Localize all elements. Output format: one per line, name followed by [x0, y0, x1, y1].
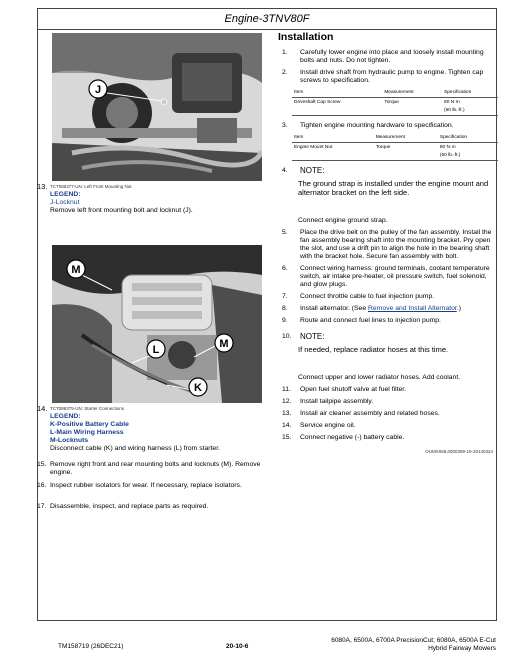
install-step-13: 13. Install air cleaner assembly and related hoses.	[282, 410, 440, 417]
install-step-10-note-label: 10. NOTE:	[282, 332, 325, 341]
legend-title: LEGEND:	[50, 191, 81, 198]
install-step-14: 14. Service engine oil.	[282, 422, 356, 429]
install-step-3: 3. Tighten engine mounting hardware to specification.	[282, 122, 454, 129]
connect-radiator-hoses: Connect upper and lower radiator hoses. Add coolant.	[298, 374, 461, 381]
figure-code: TCT086375-UN: Starter Connections	[50, 406, 125, 411]
callout-m-right: M	[219, 338, 229, 350]
step-14-caption	[37, 404, 270, 453]
install-step-15: 15. Connect negative (-) battery cable.	[282, 434, 405, 441]
step-15: 15. Remove right front and rear mounting bolts and locknuts (M). Remove engine.	[37, 461, 261, 476]
install-step-8: 8. Install alternator. (See Remove and Install Alternator.)	[282, 305, 461, 312]
note-radiator-hoses: If needed, replace radiator hoses at this time.	[298, 345, 449, 354]
install-step-4-note-label: 4. NOTE:	[282, 166, 325, 175]
step-text: Remove left front mounting bolt and locknut (J).	[50, 207, 193, 214]
footer-manual-id: TM158719 (26DEC21)	[58, 643, 124, 650]
legend-item: J-Locknut	[50, 199, 80, 206]
section-title: Installation	[278, 31, 334, 43]
callout-l: L	[152, 344, 160, 356]
step-17: 17. Disassemble, inspect, and replace parts as required.	[37, 503, 209, 510]
figure-code: TCT086377-UN: Left Front Mounting Nut	[50, 184, 132, 189]
step-13-caption	[37, 182, 270, 215]
step-number: 13.	[37, 182, 48, 191]
engine-photo-1	[52, 33, 262, 181]
install-step-2: 2. Install drive shaft from hydraulic pump to engine. Tighten cap screws to specification.	[282, 69, 484, 84]
install-step-6: 6. Connect wiring harness: ground terminals, coolant temperature switch, air intake pre-heater, oil pressure switch, fuel solenoid, and glow plugs.	[282, 265, 490, 288]
alternator-link[interactable]: Remove and Install Alternator	[368, 305, 457, 312]
callout-k: K	[194, 382, 202, 394]
footer-page-number: 20-10-6	[226, 643, 249, 650]
footer-models: 6080A, 6500A, 6700A PrecisionCut; 6080A, 6500A E-Cut Hybrid Fairway Mowers	[331, 637, 496, 652]
document-reference: OUMX065,0000359-19-20140324	[425, 449, 493, 454]
install-step-9: 9. Route and connect fuel lines to injection pump.	[282, 317, 441, 324]
page-header: Engine-3TNV80F	[38, 9, 496, 30]
legend-item: K-Positive Battery Cable	[50, 421, 129, 428]
engine-photo-2	[52, 245, 262, 403]
figure-starter-connections	[52, 245, 262, 403]
install-step-12: 12. Install tailpipe assembly.	[282, 398, 374, 405]
callout-m-top: M	[71, 264, 81, 276]
installation-section	[278, 33, 493, 456]
spec-table-driveshaft: Item Measurement Specification Driveshaft Cap Screw Torque 80 N·m (60 lb.-ft.)	[292, 89, 498, 116]
legend-item: L-Main Wiring Harness	[50, 429, 124, 436]
legend-title: LEGEND:	[50, 413, 81, 420]
step-16: 16. Inspect rubber isolators for wear. If necessary, replace isolators.	[37, 482, 242, 489]
figure-left-front-mounting-nut	[52, 33, 262, 181]
install-step-1: 1. Carefully lower engine into place and loosely install mounting bolts and nuts. Do not tighten.	[282, 49, 484, 64]
page-frame	[37, 8, 497, 621]
step-number: 14.	[37, 404, 48, 413]
step-text: Disconnect cable (K) and wiring harness (L) from starter.	[50, 445, 220, 452]
spec-table-engine-mount: Item Measurement Specification Engine Mount Nut Torque 80 N·m (60 lb.-ft.)	[292, 134, 498, 161]
callout-j: J	[94, 84, 102, 96]
legend-item: M-Locknuts	[50, 437, 89, 444]
install-step-7: 7. Connect throttle cable to fuel injection pump.	[282, 293, 435, 300]
connect-ground-strap: Connect engine ground strap.	[298, 217, 388, 224]
note-ground-strap: The ground strap is installed under the engine mount and alternator bracket on the left side.	[298, 179, 489, 197]
install-step-5: 5. Place the drive belt on the pulley of the fan assembly. Install the fan assembly bearing shaft into the mounting bracket. Pry open the slot, and use a drift pin to align the hole in the bearing shaft with the bracket hole. Secure fan assembly with bolt.	[282, 229, 492, 260]
install-step-11: 11. Open fuel shutoff valve at fuel filter.	[282, 386, 407, 393]
